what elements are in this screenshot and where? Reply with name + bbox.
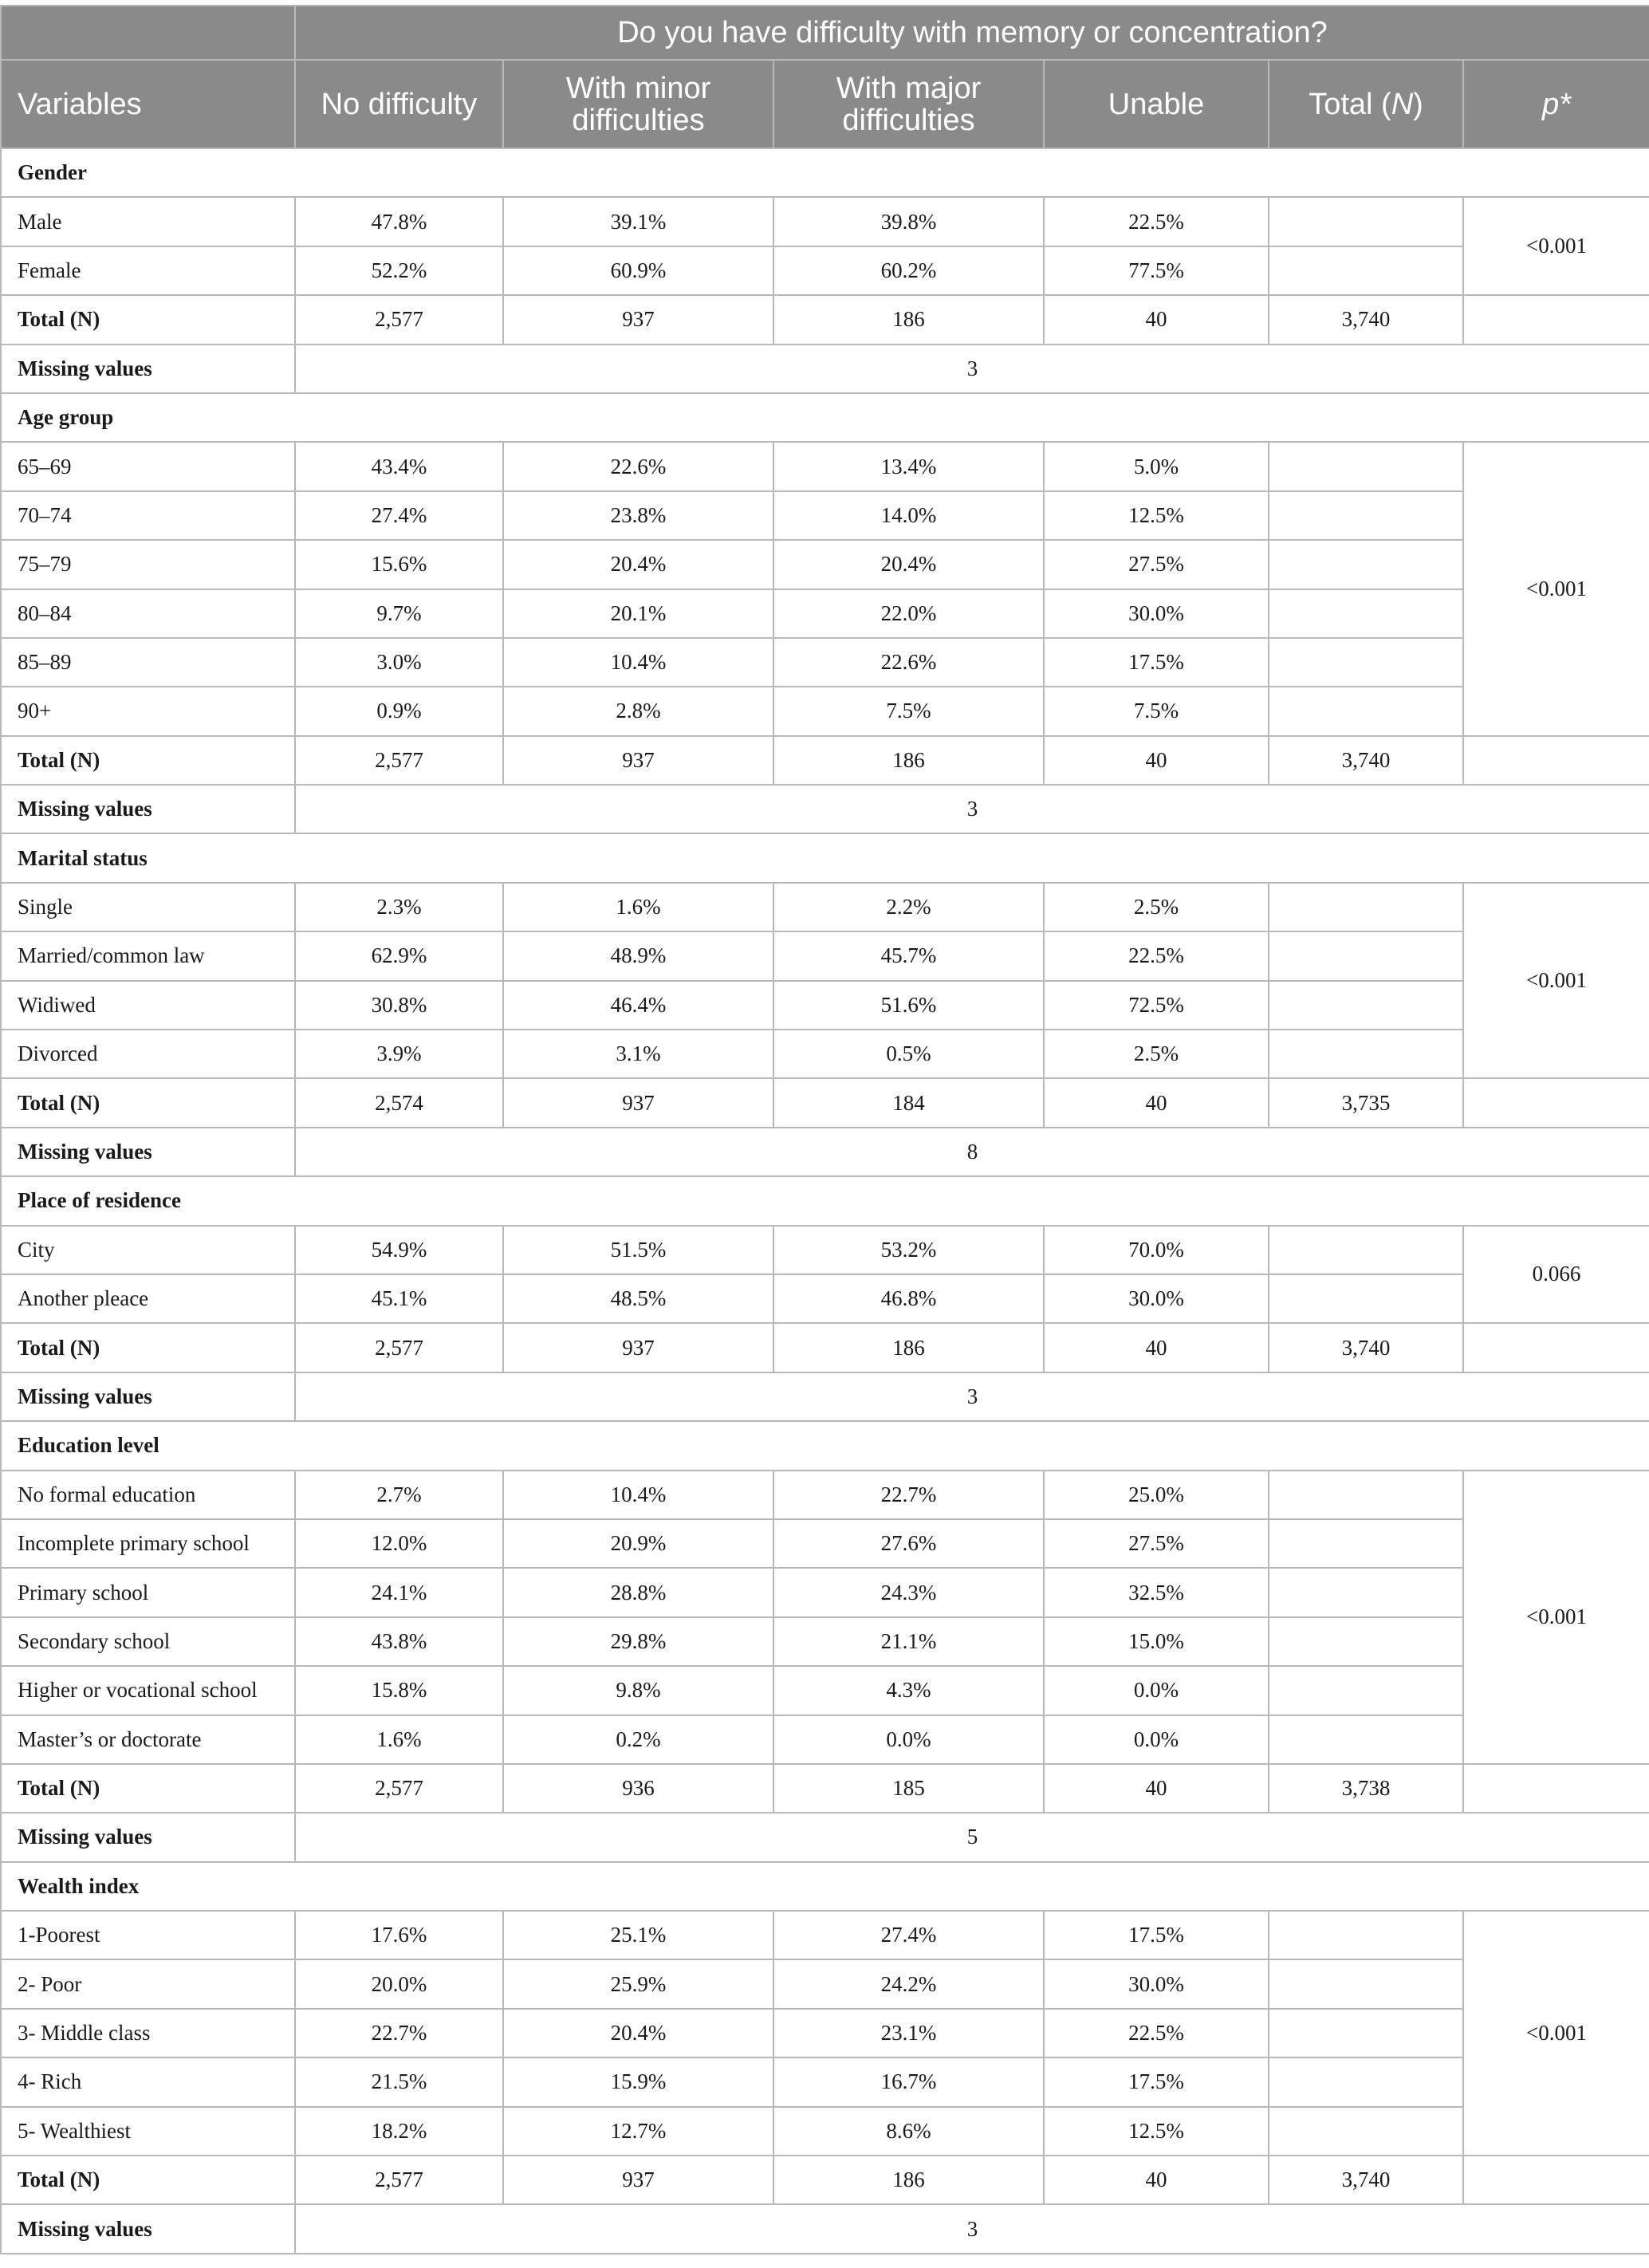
cell-total: 3,740 <box>1269 295 1463 344</box>
cell-no-difficulty: 27.4% <box>295 491 503 540</box>
section-title: Age group <box>1 393 1649 442</box>
cell-unable: 30.0% <box>1044 1274 1269 1323</box>
cell-major: 22.0% <box>773 589 1044 638</box>
table-row <box>1 1911 1649 1959</box>
cell-minor: 10.4% <box>503 638 773 687</box>
cell-major: 185 <box>773 1764 1044 1813</box>
table-row <box>1 638 1649 687</box>
cell-p-value: <0.001 <box>1463 197 1649 295</box>
row-label: Total (N) <box>1 295 295 344</box>
cell-missing-value: 3 <box>295 345 1649 393</box>
cell-p-value <box>1463 736 1649 785</box>
cell-minor: 48.9% <box>503 931 773 980</box>
cell-total <box>1269 2057 1463 2106</box>
cell-total <box>1269 931 1463 980</box>
cell-major: 20.4% <box>773 540 1044 589</box>
cell-major: 53.2% <box>773 1226 1044 1274</box>
table-row <box>1 2009 1649 2057</box>
section-title: Gender <box>1 148 1649 197</box>
cell-unable: 27.5% <box>1044 540 1269 589</box>
cell-major: 4.3% <box>773 1666 1044 1715</box>
table-row <box>1 931 1649 980</box>
cell-minor: 25.1% <box>503 1911 773 1959</box>
cell-no-difficulty: 22.7% <box>295 2009 503 2057</box>
row-label: Master’s or doctorate <box>1 1715 295 1764</box>
cell-p-value <box>1463 2156 1649 2204</box>
cell-minor: 28.8% <box>503 1568 773 1616</box>
missing-row <box>1 345 1649 393</box>
cell-unable: 17.5% <box>1044 638 1269 687</box>
cell-unable: 27.5% <box>1044 1519 1269 1568</box>
cell-minor: 29.8% <box>503 1617 773 1666</box>
cell-total <box>1269 1226 1463 1274</box>
row-label: Missing values <box>1 345 295 393</box>
cell-no-difficulty: 15.6% <box>295 540 503 589</box>
cell-no-difficulty: 21.5% <box>295 2057 503 2106</box>
table-row <box>1 883 1649 931</box>
cell-minor: 22.6% <box>503 442 773 490</box>
cell-p-value: <0.001 <box>1463 883 1649 1079</box>
cell-major: 27.4% <box>773 1911 1044 1959</box>
cell-no-difficulty: 17.6% <box>295 1911 503 1959</box>
cell-minor: 60.9% <box>503 246 773 295</box>
table-row <box>1 589 1649 638</box>
cell-no-difficulty: 2,577 <box>295 295 503 344</box>
cell-major: 14.0% <box>773 491 1044 540</box>
total-row <box>1 736 1649 785</box>
cell-total: 3,740 <box>1269 736 1463 785</box>
missing-row <box>1 1128 1649 1176</box>
cell-unable: 15.0% <box>1044 1617 1269 1666</box>
table-row <box>1 197 1649 246</box>
cell-p-value: <0.001 <box>1463 1911 1649 2156</box>
cell-major: 186 <box>773 736 1044 785</box>
section-title: Wealth index <box>1 1862 1649 1911</box>
row-label: Married/common law <box>1 931 295 980</box>
cell-no-difficulty: 43.4% <box>295 442 503 490</box>
row-label: Total (N) <box>1 1764 295 1813</box>
cell-unable: 22.5% <box>1044 197 1269 246</box>
cell-p-value: <0.001 <box>1463 442 1649 735</box>
cell-total <box>1269 1715 1463 1764</box>
cell-no-difficulty: 2,574 <box>295 1078 503 1127</box>
cell-minor: 20.1% <box>503 589 773 638</box>
cell-no-difficulty: 12.0% <box>295 1519 503 1568</box>
cell-unable: 2.5% <box>1044 1030 1269 1078</box>
cell-p-value: 0.066 <box>1463 1226 1649 1324</box>
cell-missing-value: 5 <box>295 1813 1649 1861</box>
row-label: Higher or vocational school <box>1 1666 295 1715</box>
section-title: Place of residence <box>1 1176 1649 1225</box>
cell-total <box>1269 1519 1463 1568</box>
cell-unable: 2.5% <box>1044 883 1269 931</box>
cell-unable: 22.5% <box>1044 2009 1269 2057</box>
row-label: 75–79 <box>1 540 295 589</box>
missing-row <box>1 785 1649 833</box>
cell-no-difficulty: 9.7% <box>295 589 503 638</box>
row-label: Widiwed <box>1 981 295 1030</box>
missing-row <box>1 2204 1649 2253</box>
cell-unable: 7.5% <box>1044 687 1269 735</box>
cell-total: 3,740 <box>1269 2156 1463 2204</box>
table-row <box>1 1617 1649 1666</box>
row-label: Secondary school <box>1 1617 295 1666</box>
row-label: Another pleace <box>1 1274 295 1323</box>
header-variables: Variables <box>1 60 295 148</box>
cell-total <box>1269 1471 1463 1519</box>
table-row <box>1 1471 1649 1519</box>
row-label: Primary school <box>1 1568 295 1616</box>
row-label: Missing values <box>1 1128 295 1176</box>
cell-total <box>1269 491 1463 540</box>
cell-minor: 51.5% <box>503 1226 773 1274</box>
cell-major: 8.6% <box>773 2107 1044 2156</box>
row-label: Missing values <box>1 785 295 833</box>
cell-minor: 20.9% <box>503 1519 773 1568</box>
row-label: Missing values <box>1 1372 295 1421</box>
cell-no-difficulty: 0.9% <box>295 687 503 735</box>
cell-no-difficulty: 3.9% <box>295 1030 503 1078</box>
cell-unable: 40 <box>1044 295 1269 344</box>
cell-major: 46.8% <box>773 1274 1044 1323</box>
cell-total <box>1269 687 1463 735</box>
row-label: Total (N) <box>1 1078 295 1127</box>
cell-unable: 77.5% <box>1044 246 1269 295</box>
cell-missing-value: 3 <box>295 1372 1649 1421</box>
cell-p-value <box>1463 1323 1649 1372</box>
cell-missing-value: 8 <box>295 1128 1649 1176</box>
cell-total: 3,738 <box>1269 1764 1463 1813</box>
table-row <box>1 981 1649 1030</box>
table-row <box>1 540 1649 589</box>
cell-unable: 30.0% <box>1044 1959 1269 2008</box>
row-label: 1-Poorest <box>1 1911 295 1959</box>
section-title: Marital status <box>1 833 1649 882</box>
cell-major: 0.5% <box>773 1030 1044 1078</box>
total-row <box>1 1323 1649 1372</box>
header-no-difficulty: No difficulty <box>295 60 503 148</box>
cell-total <box>1269 2107 1463 2156</box>
table-row <box>1 1274 1649 1323</box>
header-question: Do you have difficulty with memory or concentration? <box>295 6 1649 60</box>
cell-p-value: <0.001 <box>1463 1471 1649 1764</box>
cell-no-difficulty: 45.1% <box>295 1274 503 1323</box>
header-unable: Unable <box>1044 60 1269 148</box>
cell-major: 7.5% <box>773 687 1044 735</box>
header-blank <box>1 6 295 60</box>
cell-major: 184 <box>773 1078 1044 1127</box>
total-row <box>1 1078 1649 1127</box>
row-label: 2- Poor <box>1 1959 295 2008</box>
cell-unable: 70.0% <box>1044 1226 1269 1274</box>
cell-minor: 937 <box>503 1078 773 1127</box>
table-row <box>1 1519 1649 1568</box>
cell-no-difficulty: 20.0% <box>295 1959 503 2008</box>
cell-total <box>1269 589 1463 638</box>
cell-major: 51.6% <box>773 981 1044 1030</box>
row-label: 4- Rich <box>1 2057 295 2106</box>
header-p-value: p* <box>1463 60 1649 148</box>
row-label: Missing values <box>1 1813 295 1861</box>
cell-p-value <box>1463 1078 1649 1127</box>
cell-minor: 10.4% <box>503 1471 773 1519</box>
cell-no-difficulty: 2,577 <box>295 1764 503 1813</box>
cell-unable: 5.0% <box>1044 442 1269 490</box>
section-title-row <box>1 148 1649 197</box>
table-row <box>1 491 1649 540</box>
section-title: Education level <box>1 1421 1649 1470</box>
cell-major: 23.1% <box>773 2009 1044 2057</box>
cell-total <box>1269 981 1463 1030</box>
cell-minor: 12.7% <box>503 2107 773 2156</box>
missing-row <box>1 1813 1649 1861</box>
cell-major: 2.2% <box>773 883 1044 931</box>
cell-minor: 23.8% <box>503 491 773 540</box>
cell-minor: 937 <box>503 295 773 344</box>
cell-total <box>1269 883 1463 931</box>
cell-no-difficulty: 1.6% <box>295 1715 503 1764</box>
section-title-row <box>1 833 1649 882</box>
cell-minor: 3.1% <box>503 1030 773 1078</box>
cell-no-difficulty: 62.9% <box>295 931 503 980</box>
cell-unable: 40 <box>1044 1078 1269 1127</box>
cell-minor: 937 <box>503 736 773 785</box>
missing-row <box>1 1372 1649 1421</box>
cell-unable: 0.0% <box>1044 1666 1269 1715</box>
section-title-row <box>1 393 1649 442</box>
cell-major: 39.8% <box>773 197 1044 246</box>
cell-minor: 15.9% <box>503 2057 773 2106</box>
cell-unable: 72.5% <box>1044 981 1269 1030</box>
header-minor: With minor difficulties <box>503 60 773 148</box>
cell-total <box>1269 540 1463 589</box>
cell-minor: 39.1% <box>503 197 773 246</box>
cell-major: 60.2% <box>773 246 1044 295</box>
row-label: City <box>1 1226 295 1274</box>
cell-unable: 32.5% <box>1044 1568 1269 1616</box>
cell-unable: 17.5% <box>1044 1911 1269 1959</box>
row-label: 70–74 <box>1 491 295 540</box>
cell-no-difficulty: 2,577 <box>295 1323 503 1372</box>
cell-total: 3,740 <box>1269 1323 1463 1372</box>
row-label: 5- Wealthiest <box>1 2107 295 2156</box>
cell-total <box>1269 2009 1463 2057</box>
row-label: No formal education <box>1 1471 295 1519</box>
row-label: Male <box>1 197 295 246</box>
row-label: Female <box>1 246 295 295</box>
cell-no-difficulty: 24.1% <box>295 1568 503 1616</box>
cell-minor: 20.4% <box>503 2009 773 2057</box>
cell-no-difficulty: 43.8% <box>295 1617 503 1666</box>
cell-major: 22.7% <box>773 1471 1044 1519</box>
cell-major: 22.6% <box>773 638 1044 687</box>
cell-minor: 25.9% <box>503 1959 773 2008</box>
table-row <box>1 1030 1649 1078</box>
cell-minor: 937 <box>503 2156 773 2204</box>
cell-total <box>1269 638 1463 687</box>
cell-total <box>1269 197 1463 246</box>
cell-total <box>1269 246 1463 295</box>
row-label: 3- Middle class <box>1 2009 295 2057</box>
results-table <box>0 5 1649 2254</box>
cell-total <box>1269 1617 1463 1666</box>
cell-major: 186 <box>773 2156 1044 2204</box>
row-label: 65–69 <box>1 442 295 490</box>
cell-no-difficulty: 52.2% <box>295 246 503 295</box>
cell-major: 24.3% <box>773 1568 1044 1616</box>
cell-major: 21.1% <box>773 1617 1044 1666</box>
cell-total <box>1269 442 1463 490</box>
cell-unable: 40 <box>1044 2156 1269 2204</box>
cell-unable: 40 <box>1044 1764 1269 1813</box>
cell-total <box>1269 1568 1463 1616</box>
cell-unable: 40 <box>1044 736 1269 785</box>
cell-total <box>1269 1959 1463 2008</box>
table-row <box>1 1959 1649 2008</box>
header-major: With major difficulties <box>773 60 1044 148</box>
cell-no-difficulty: 2.3% <box>295 883 503 931</box>
cell-unable: 22.5% <box>1044 931 1269 980</box>
row-label: 90+ <box>1 687 295 735</box>
cell-missing-value: 3 <box>295 785 1649 833</box>
cell-total <box>1269 1274 1463 1323</box>
cell-minor: 9.8% <box>503 1666 773 1715</box>
cell-minor: 937 <box>503 1323 773 1372</box>
row-label: Single <box>1 883 295 931</box>
cell-unable: 30.0% <box>1044 589 1269 638</box>
cell-total <box>1269 1030 1463 1078</box>
cell-unable: 40 <box>1044 1323 1269 1372</box>
total-row <box>1 2156 1649 2204</box>
table-row <box>1 1666 1649 1715</box>
cell-no-difficulty: 30.8% <box>295 981 503 1030</box>
cell-minor: 1.6% <box>503 883 773 931</box>
cell-major: 24.2% <box>773 1959 1044 2008</box>
cell-no-difficulty: 2.7% <box>295 1471 503 1519</box>
row-label: Divorced <box>1 1030 295 1078</box>
table-row <box>1 1568 1649 1616</box>
header-total: Total (N) <box>1269 60 1463 148</box>
table-row <box>1 2107 1649 2156</box>
total-row <box>1 295 1649 344</box>
cell-major: 27.6% <box>773 1519 1044 1568</box>
cell-unable: 12.5% <box>1044 491 1269 540</box>
cell-minor: 0.2% <box>503 1715 773 1764</box>
cell-minor: 936 <box>503 1764 773 1813</box>
table-row <box>1 2057 1649 2106</box>
section-title-row <box>1 1421 1649 1470</box>
row-label: Total (N) <box>1 2156 295 2204</box>
cell-unable: 17.5% <box>1044 2057 1269 2106</box>
row-label: 85–89 <box>1 638 295 687</box>
row-label: Total (N) <box>1 736 295 785</box>
section-title-row <box>1 1176 1649 1225</box>
cell-major: 45.7% <box>773 931 1044 980</box>
cell-minor: 20.4% <box>503 540 773 589</box>
table-row <box>1 246 1649 295</box>
cell-total <box>1269 1666 1463 1715</box>
cell-unable: 0.0% <box>1044 1715 1269 1764</box>
table-row <box>1 1226 1649 1274</box>
cell-unable: 25.0% <box>1044 1471 1269 1519</box>
cell-major: 0.0% <box>773 1715 1044 1764</box>
cell-major: 16.7% <box>773 2057 1044 2106</box>
cell-unable: 12.5% <box>1044 2107 1269 2156</box>
row-label: Total (N) <box>1 1323 295 1372</box>
total-row <box>1 1764 1649 1813</box>
row-label: 80–84 <box>1 589 295 638</box>
cell-no-difficulty: 2,577 <box>295 736 503 785</box>
cell-minor: 48.5% <box>503 1274 773 1323</box>
cell-no-difficulty: 3.0% <box>295 638 503 687</box>
cell-no-difficulty: 15.8% <box>295 1666 503 1715</box>
cell-major: 186 <box>773 1323 1044 1372</box>
section-title-row <box>1 1862 1649 1911</box>
row-label: Incomplete primary school <box>1 1519 295 1568</box>
cell-major: 186 <box>773 295 1044 344</box>
cell-p-value <box>1463 1764 1649 1813</box>
cell-missing-value: 3 <box>295 2204 1649 2253</box>
cell-total: 3,735 <box>1269 1078 1463 1127</box>
cell-no-difficulty: 47.8% <box>295 197 503 246</box>
cell-minor: 2.8% <box>503 687 773 735</box>
cell-no-difficulty: 18.2% <box>295 2107 503 2156</box>
table-row <box>1 442 1649 490</box>
cell-no-difficulty: 54.9% <box>295 1226 503 1274</box>
cell-major: 13.4% <box>773 442 1044 490</box>
cell-total <box>1269 1911 1463 1959</box>
cell-minor: 46.4% <box>503 981 773 1030</box>
table-row <box>1 687 1649 735</box>
table-row <box>1 1715 1649 1764</box>
cell-p-value <box>1463 295 1649 344</box>
row-label: Missing values <box>1 2204 295 2253</box>
cell-no-difficulty: 2,577 <box>295 2156 503 2204</box>
